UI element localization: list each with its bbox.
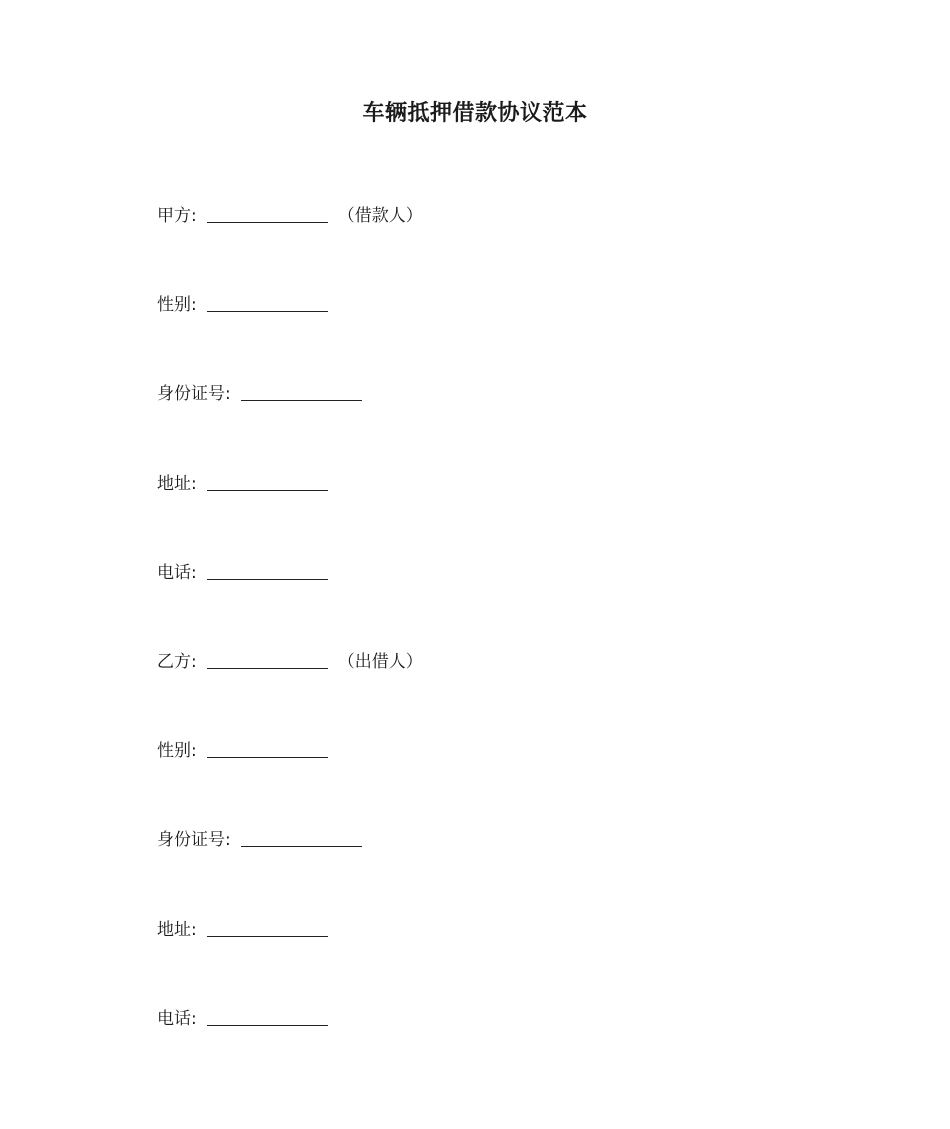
document-title: 车辆抵押借款协议范本 <box>362 101 588 126</box>
field-label: 电话 <box>157 562 191 583</box>
role-note: （借款人） <box>337 206 423 226</box>
field-label: 地址 <box>157 473 191 494</box>
field-label: 性别 <box>157 741 191 762</box>
field-colon: : <box>191 473 197 494</box>
party-info-fields <box>157 200 817 1092</box>
field-colon: : <box>225 384 231 405</box>
fill-in-blank[interactable] <box>207 468 328 491</box>
field-label: 性别 <box>157 295 191 316</box>
field-colon: : <box>191 919 197 940</box>
field-label: 身份证号 <box>157 830 225 851</box>
role-note: （出借人） <box>337 651 423 672</box>
party-b-phone-field <box>157 1003 817 1092</box>
field-label: 乙方 <box>157 651 191 672</box>
fill-in-blank[interactable] <box>241 824 362 847</box>
field-colon: : <box>191 562 197 583</box>
party-a-address-field <box>157 468 817 557</box>
party-a-gender-field <box>157 289 817 378</box>
fill-in-blank[interactable] <box>207 646 328 669</box>
field-label: 甲方 <box>157 206 191 226</box>
party-b-address-field <box>157 914 817 1003</box>
fill-in-blank[interactable] <box>207 289 328 312</box>
fill-in-blank[interactable] <box>207 557 328 580</box>
party-a-phone-field <box>157 557 817 646</box>
field-label: 地址 <box>157 919 191 940</box>
field-colon: : <box>191 295 197 316</box>
fill-in-blank[interactable] <box>241 378 362 401</box>
party-a-id-field <box>157 378 817 467</box>
field-colon: : <box>191 1008 197 1029</box>
party-b-id-field <box>157 824 817 913</box>
fill-in-blank[interactable] <box>207 914 328 937</box>
field-colon: : <box>191 741 197 762</box>
field-label: 身份证号 <box>157 384 225 405</box>
fill-in-blank[interactable] <box>207 200 328 223</box>
field-colon: : <box>225 830 231 851</box>
field-label: 电话 <box>157 1008 191 1029</box>
fill-in-blank[interactable] <box>207 735 328 758</box>
field-colon: : <box>191 651 197 672</box>
party-a-name-field <box>157 200 817 289</box>
field-colon: : <box>191 206 197 226</box>
fill-in-blank[interactable] <box>207 1003 328 1026</box>
party-b-name-field <box>157 646 817 735</box>
party-b-gender-field <box>157 735 817 824</box>
